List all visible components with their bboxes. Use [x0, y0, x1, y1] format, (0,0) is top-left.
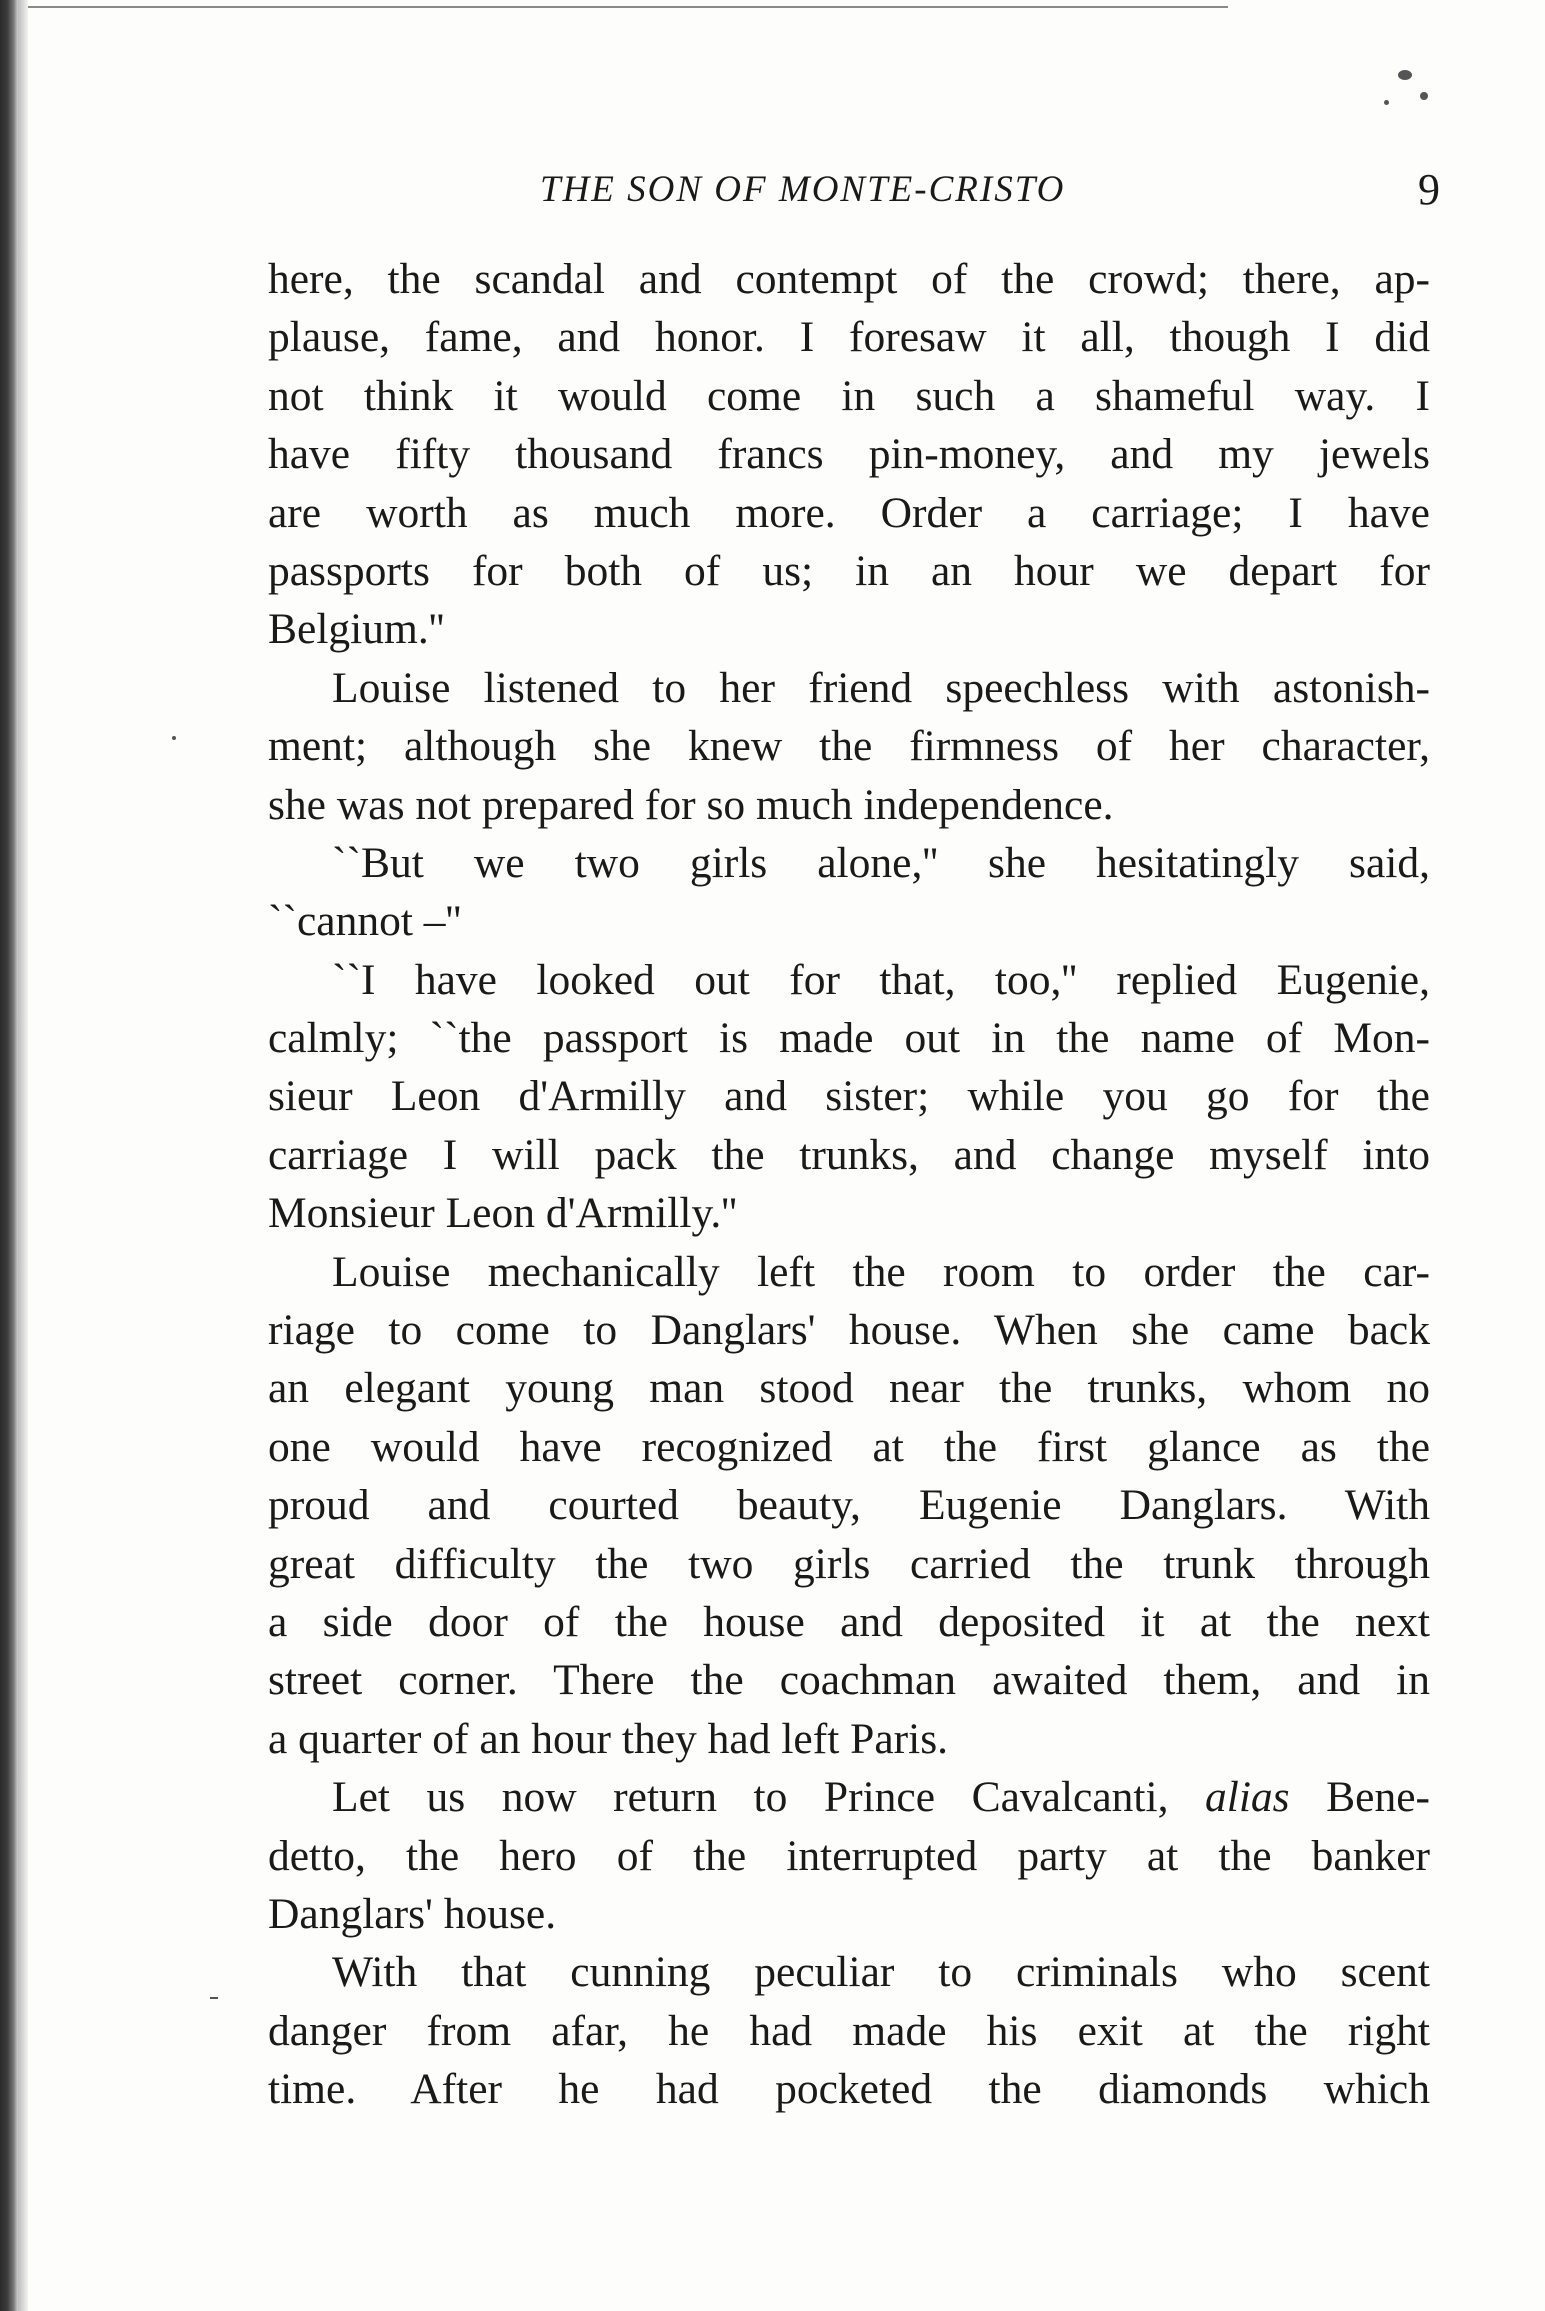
text-line: proud and courted beauty, Eugenie Danglars. With	[268, 1481, 1430, 1530]
page-binding-edge	[0, 0, 18, 2311]
text-line: Monsieur Leon d'Armilly.''	[268, 1189, 737, 1238]
text-line: here, the scandal and contempt of the crowd; there, ap-	[268, 255, 1430, 303]
text-line: Belgium.''	[268, 605, 445, 654]
text-line: she was not prepared for so much independence.	[268, 780, 1114, 829]
text-line: Danglars' house.	[268, 1889, 557, 1938]
text-line: Louise listened to her friend speechless with astonish-	[332, 663, 1430, 712]
running-head	[270, 165, 1440, 218]
text-line: not think it would come in such a shameful way. I	[268, 371, 1430, 420]
page-top-edge	[28, 6, 1228, 8]
text-line: one would have recognized at the first glance as the	[268, 1422, 1430, 1471]
text-line: street corner. There the coachman awaited them, and in	[268, 1656, 1430, 1705]
text-line: carriage I will pack the trunks, and change myself into	[268, 1130, 1430, 1179]
print-speck	[1420, 92, 1428, 100]
text-line: great difficulty the two girls carried the trunk through	[268, 1539, 1430, 1588]
text-line: a quarter of an hour they had left Paris.	[268, 1714, 949, 1763]
text-line: sieur Leon d'Armilly and sister; while you go for the	[268, 1072, 1430, 1121]
text-line: time. After he had pocketed the diamonds which	[268, 2065, 1430, 2114]
print-speck	[172, 736, 176, 740]
text-line: passports for both of us; in an hour we depart for	[268, 546, 1430, 595]
text-line: riage to come to Danglars' house. When she came back	[268, 1306, 1430, 1355]
text-line: detto, the hero of the interrupted party at the banker	[268, 1831, 1430, 1880]
text-line: ment; although she knew the firmness of her character,	[268, 722, 1430, 771]
print-speck	[1384, 100, 1389, 105]
text-line: With that cunning peculiar to criminals who scent	[332, 1948, 1430, 1997]
text-line: danger from afar, he had made his exit at the right	[268, 2006, 1430, 2055]
text-line: Louise mechanically left the room to order the car-	[332, 1247, 1430, 1296]
text-line: ``But we two girls alone,'' she hesitatingly said,	[332, 838, 1430, 887]
text-line: have fifty thousand francs pin-money, and my jewels	[268, 430, 1430, 479]
text-line: ``cannot –''	[268, 897, 462, 946]
running-head-title: THE SON OF MONTE-CRISTO	[540, 169, 1066, 210]
print-speck	[210, 1997, 218, 1999]
page-number: 9	[1418, 165, 1440, 214]
text-line: plause, fame, and honor. I foresaw it all, though I did	[268, 313, 1430, 362]
text-line: a side door of the house and deposited it at the next	[268, 1597, 1430, 1646]
print-speck	[1398, 70, 1412, 80]
text-line: an elegant young man stood near the trunks, whom no	[268, 1364, 1430, 1413]
page-binding-shadow	[18, 0, 28, 2311]
body-text	[268, 250, 1430, 2119]
text-line: Let us now return to Prince Cavalcanti, alias Bene-	[332, 1773, 1430, 1822]
text-line: ``I have looked out for that, too,'' replied Eugenie,	[332, 955, 1430, 1004]
text-line: calmly; ``the passport is made out in the name of Mon-	[268, 1014, 1430, 1063]
text-line: are worth as much more. Order a carriage; I have	[268, 488, 1430, 537]
